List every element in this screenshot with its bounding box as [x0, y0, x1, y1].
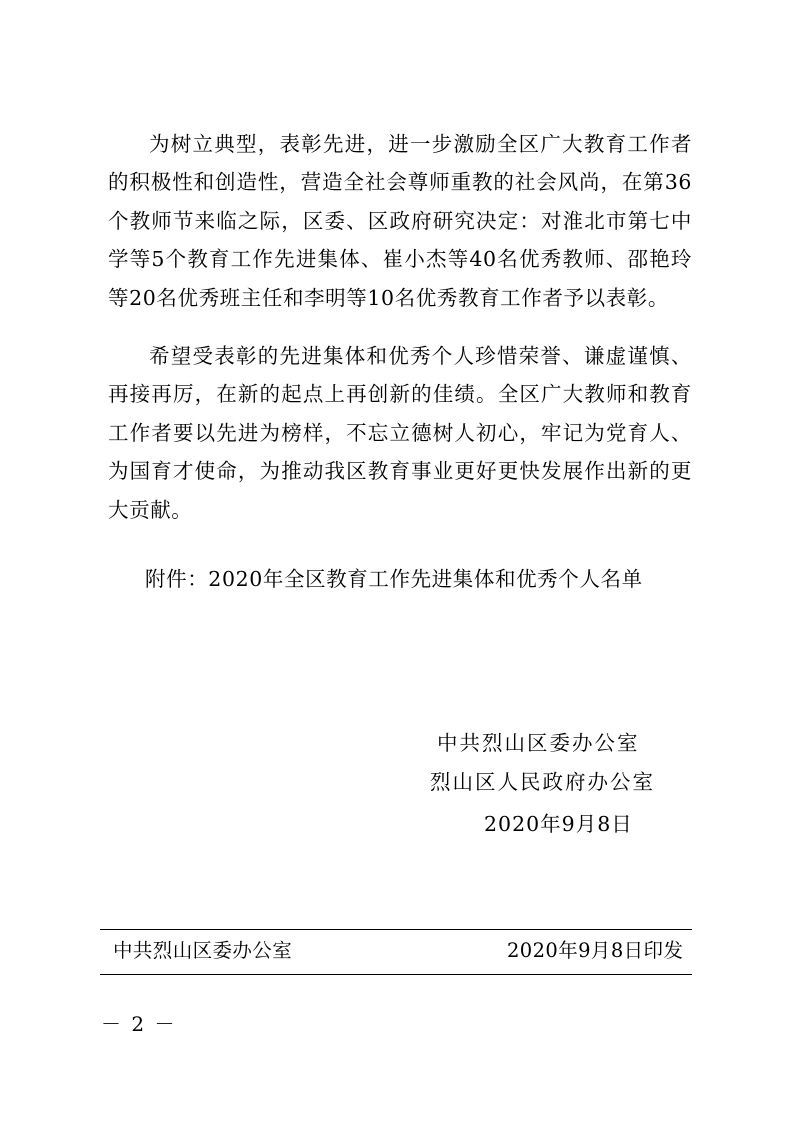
footer-top-rule	[100, 929, 692, 930]
attachment-note: 附件：2020年全区教育工作先进集体和优秀个人名单	[145, 567, 643, 591]
signature-government-office: 烈山区人民政府办公室	[430, 770, 655, 794]
signature-party-office: 中共烈山区委办公室	[437, 731, 640, 755]
body-paragraph-expectation: 希望受表彰的先进集体和优秀个人珍惜荣誉、谦虚谨慎、再接再厉，在新的起点上再创新的佳绩。全区广大教师和教育工作者要以先进为榜样，不忘立德树人初心，牢记为党育人、为国育才使命，为推动我区教育事业更好更快发展作出新的更大贡献。	[108, 344, 692, 522]
footer-bottom-rule	[100, 974, 692, 975]
body-paragraph-commendation: 为树立典型，表彰先进，进一步激励全区广大教育工作者的积极性和创造性，营造全社会尊师重教的社会风尚，在第36个教师节来临之际，区委、区政府研究决定：对淮北市第七中学等5个教育工作先进集体、崔小杰等40名优秀教师、邵艳玲等20名优秀班主任和李明等10名优秀教育工作者予以表彰。	[108, 132, 692, 310]
footer-issue-date: 2020年9月8日印发	[507, 939, 684, 962]
footer-issuer: 中共烈山区委办公室	[113, 939, 293, 962]
page-number: － 2 －	[101, 1012, 177, 1036]
signature-date: 2020年9月8日	[484, 812, 633, 836]
